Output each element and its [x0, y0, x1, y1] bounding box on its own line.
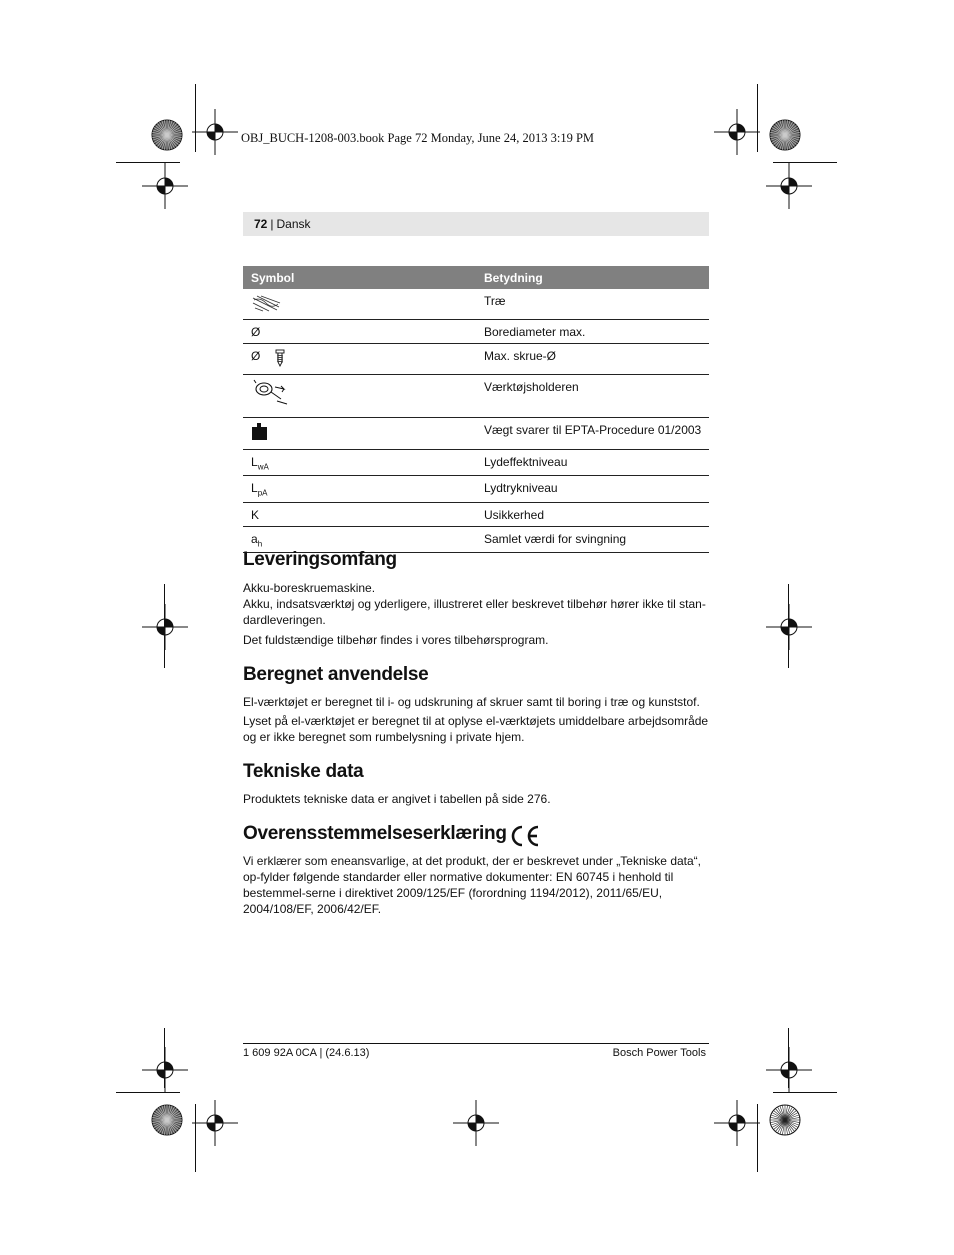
tool-holder-icon: [251, 377, 291, 410]
symbol-text: a: [251, 531, 258, 546]
beregnet-p2: Lyset på el-værktøjet er beregnet til at oplyse el-værktøjets umiddelbare arbejdsområde og er ikke beregnet som rumbelysning i private hjem.: [243, 714, 709, 744]
tekniske-p1: Produktets tekniske data er angivet i tabellen på side 276.: [243, 792, 551, 806]
weight-icon: [251, 423, 269, 444]
table-row: [243, 289, 709, 320]
symbol-cell: [243, 375, 476, 418]
registration-mark-icon: [192, 1100, 238, 1146]
wood-grain-icon: [251, 294, 281, 315]
beregnet-p1: El-værktøjet er beregnet til i- og udskruning af skruer samt til boring i træ og kunststof.: [243, 695, 700, 709]
symbol-cell: [243, 320, 476, 344]
table-row: [243, 450, 709, 476]
page-number: 72: [254, 217, 268, 231]
symbol-cell: [243, 344, 476, 375]
page-header: [243, 212, 709, 236]
table-row: [243, 320, 709, 344]
crop-mark: [164, 584, 165, 668]
column-header-symbol: Symbol: [243, 266, 476, 289]
screw-icon: [274, 349, 286, 370]
symbol-cell: [243, 502, 476, 526]
symbol-text: L: [251, 455, 258, 469]
crop-mark: [773, 162, 837, 163]
meaning-cell: Max. skrue-Ø: [476, 344, 709, 375]
registration-mark-icon: [192, 109, 238, 155]
symbol-text: L: [251, 481, 258, 496]
registration-mark-icon: [453, 1100, 499, 1146]
crop-mark: [788, 584, 789, 668]
registration-mark-icon: [142, 1047, 188, 1093]
color-target-icon: [769, 1104, 801, 1136]
registration-mark-icon: [142, 163, 188, 209]
column-header-meaning: Betydning: [476, 266, 709, 289]
crop-mark: [773, 1092, 837, 1093]
meaning-cell: Borediameter max.: [476, 320, 709, 344]
registration-mark-icon: [142, 604, 188, 650]
color-target-icon: [151, 119, 183, 151]
header-separator: |: [270, 217, 274, 231]
meaning-cell: Vægt svarer til EPTA-Procedure 01/2003: [476, 418, 709, 450]
section-title-overens: Overensstemmelseserklæring: [243, 823, 507, 844]
leveringsomfang-p2: Akku, indsatsværktøj og yderligere, illustreret eller beskrevet tilbehør hører ikke til stan-dardleveringen.: [243, 597, 706, 627]
symbol-text: K: [251, 507, 260, 522]
section-title-leveringsomfang: Leveringsomfang: [243, 549, 397, 570]
symbol-text: Ø: [251, 325, 261, 339]
symbol-cell: [243, 289, 476, 320]
meaning-cell: Lydeffektniveau: [476, 450, 709, 476]
header-language: Dansk: [276, 217, 311, 231]
crop-mark: [757, 1104, 758, 1172]
symbol-table: [243, 266, 709, 553]
table-row: [243, 344, 709, 375]
crop-mark: [195, 1104, 196, 1172]
symbol-subscript: wA: [257, 462, 269, 472]
registration-mark-icon: [714, 109, 760, 155]
crop-mark: [116, 162, 180, 163]
table-row: [243, 502, 709, 526]
section-title-beregnet: Beregnet anvendelse: [243, 664, 429, 685]
meaning-cell: Træ: [476, 289, 709, 320]
table-row: [243, 375, 709, 418]
meaning-cell: Værktøjsholderen: [476, 375, 709, 418]
registration-mark-icon: [714, 1100, 760, 1146]
meaning-cell: Usikkerhed: [476, 502, 709, 526]
meaning-cell: Lydtrykniveau: [476, 476, 709, 502]
crop-mark: [195, 84, 196, 152]
crop-mark: [164, 1028, 165, 1088]
symbol-subscript: h: [257, 539, 263, 549]
symbol-cell: [243, 476, 476, 502]
leveringsomfang-p3: Det fuldstændige tilbehør findes i vores tilbehørsprogram.: [243, 633, 549, 647]
footer-left: 1 609 92A 0CA | (24.6.13): [243, 1047, 370, 1059]
registration-mark-icon: [766, 163, 812, 209]
crop-mark: [116, 1092, 180, 1093]
symbol-text: Ø: [251, 349, 261, 363]
table-row: [243, 418, 709, 450]
symbol-cell: [243, 450, 476, 476]
overens-p1: Vi erklærer som eneansvarlige, at det produkt, der er beskrevet under „Tekniske data“, op-fylder følgende standarder eller normative dokumenter: EN 60745 i henhold til bestemmel-serne i direktivet 2009/125/EF (forordning 1194/2012), 2011/65/EU, 2004/108/EF, 2006/42/EF.: [243, 854, 702, 916]
print-info: OBJ_BUCH-1208-003.book Page 72 Monday, June 24, 2013 3:19 PM: [241, 131, 595, 145]
meaning-cell: Samlet værdi for svingning: [476, 526, 709, 552]
ce-mark-icon: [510, 824, 540, 853]
symbol-subscript: pA: [257, 488, 268, 498]
crop-mark: [757, 84, 758, 152]
color-target-icon: [769, 119, 801, 151]
footer-right: Bosch Power Tools: [612, 1047, 706, 1059]
leveringsomfang-p1: Akku-boreskruemaskine.: [243, 581, 376, 595]
color-target-icon: [151, 1104, 183, 1136]
crop-mark: [788, 1028, 789, 1088]
footer-rule: [243, 1043, 709, 1044]
registration-mark-icon: [766, 1047, 812, 1093]
symbol-cell: [243, 418, 476, 450]
section-title-tekniske: Tekniske data: [243, 761, 364, 782]
table-row: [243, 476, 709, 502]
registration-mark-icon: [766, 604, 812, 650]
